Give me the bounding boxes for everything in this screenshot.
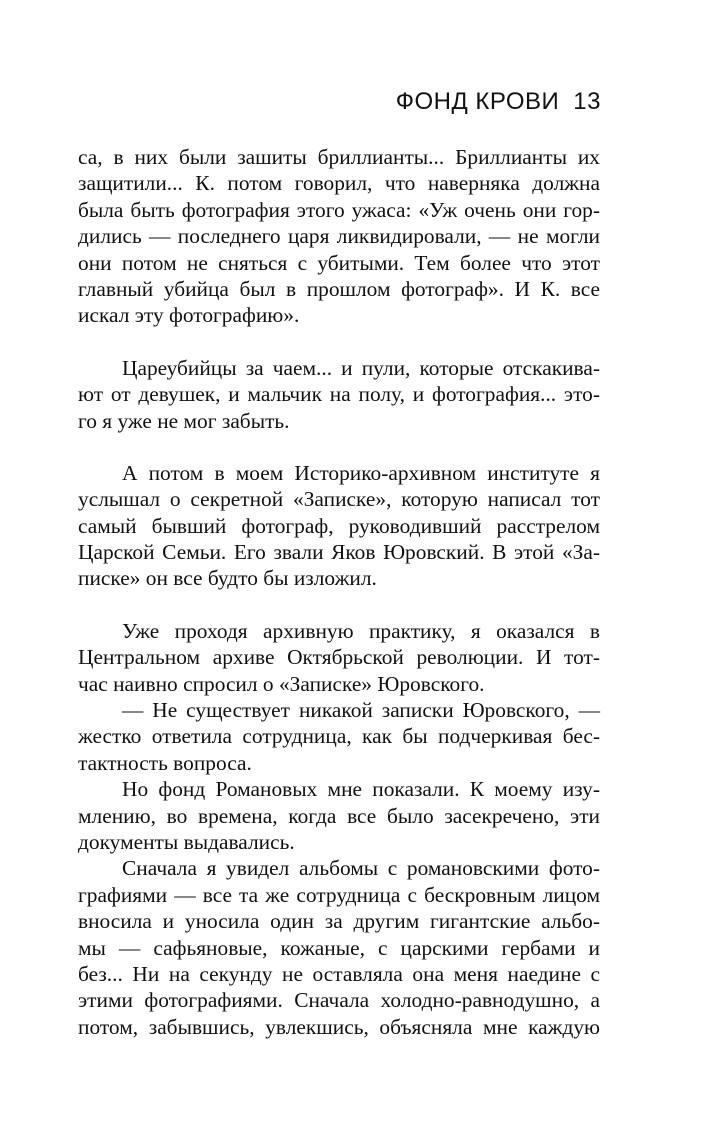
text-line: Центральном архиве Октябрьской революции. И тот-	[78, 645, 600, 670]
text-line: млению, во времена, когда все было засекречено, эти	[78, 803, 600, 828]
section-break	[78, 592, 600, 618]
text-line: мы — сафьяновые, кожаные, с царскими гербами и	[78, 935, 600, 960]
text-line: защитили... К. потом говорил, что наверняка должна	[78, 171, 600, 196]
text-line: документы выдавались.	[78, 829, 295, 854]
paragraph-3	[78, 460, 600, 592]
text-line: Цареубийцы за чаем... и пули, которые отскакива-	[122, 355, 600, 380]
text-line: го я уже не мог забыть.	[78, 408, 290, 433]
running-header	[396, 88, 601, 116]
text-line: жестко ответила сотрудница, как бы подчеркивая бес-	[78, 724, 600, 749]
text-line: — Не существует никакой записки Юровского, —	[122, 698, 600, 723]
text-line: потом, забывшись, увлекшись, объясняла мне каждую	[78, 1014, 600, 1039]
text-line: Царской Семьи. Его звали Яков Юровский. В этой «За-	[78, 540, 600, 565]
text-line: А потом в моем Историко-архивном институте я	[122, 460, 600, 485]
text-line: час наивно спросил о «Записке» Юровского.	[78, 671, 485, 696]
text-line: была быть фотография этого ужаса: «Уж очень они гор-	[78, 197, 600, 222]
text-line: са, в них были зашиты бриллианты... Бриллианты их	[78, 145, 600, 169]
text-line: без... Ни на секунду не оставляла она меня наедине с	[78, 961, 600, 986]
paragraph-2	[78, 355, 600, 434]
text-line: они потом не сняться с убитыми. Тем более что этот	[78, 250, 600, 275]
text-line: самый бывший фотограф, руководивший расстрелом	[78, 513, 600, 538]
text-line: вносила и уносила один за другим гигантские альбо-	[78, 909, 600, 934]
text-line: искал эту фотографию».	[78, 303, 300, 328]
text-line: тактность вопроса.	[78, 750, 252, 775]
paragraph-5	[78, 697, 600, 776]
text-line: услышал о секретной «Записке», которую написал тот	[78, 487, 600, 512]
paragraph-7	[78, 855, 600, 1040]
text-line: Сначала я увидел альбомы с романовскими фото-	[122, 856, 600, 881]
text-line: писке» он все будто бы изложил.	[78, 566, 377, 591]
text-line: Но фонд Романовых мне показали. К моему изу-	[122, 777, 600, 802]
paragraph-4	[78, 618, 600, 697]
text-line: графиями — все та же сотрудница с бескровным лицом	[78, 882, 600, 907]
chapter-title: ФОНД КРОВИ	[395, 88, 560, 115]
section-break	[78, 329, 600, 355]
paragraph-6	[78, 776, 600, 855]
text-line: этими фотографиями. Сначала холодно-равнодушно, а	[78, 988, 600, 1013]
text-line: ют от девушек, и мальчик на полу, и фотография... это-	[78, 382, 600, 407]
text-line: дились — последнего царя ликвидировали, — не могли	[78, 224, 600, 249]
text-line: Уже проходя архивную практику, я оказался в	[122, 618, 600, 643]
body-text	[78, 144, 600, 1040]
paragraph-1	[78, 144, 600, 329]
page-number: 13	[573, 88, 601, 115]
text-line: главный убийца был в прошлом фотограф». И К. все	[78, 276, 600, 301]
section-break	[78, 434, 600, 460]
